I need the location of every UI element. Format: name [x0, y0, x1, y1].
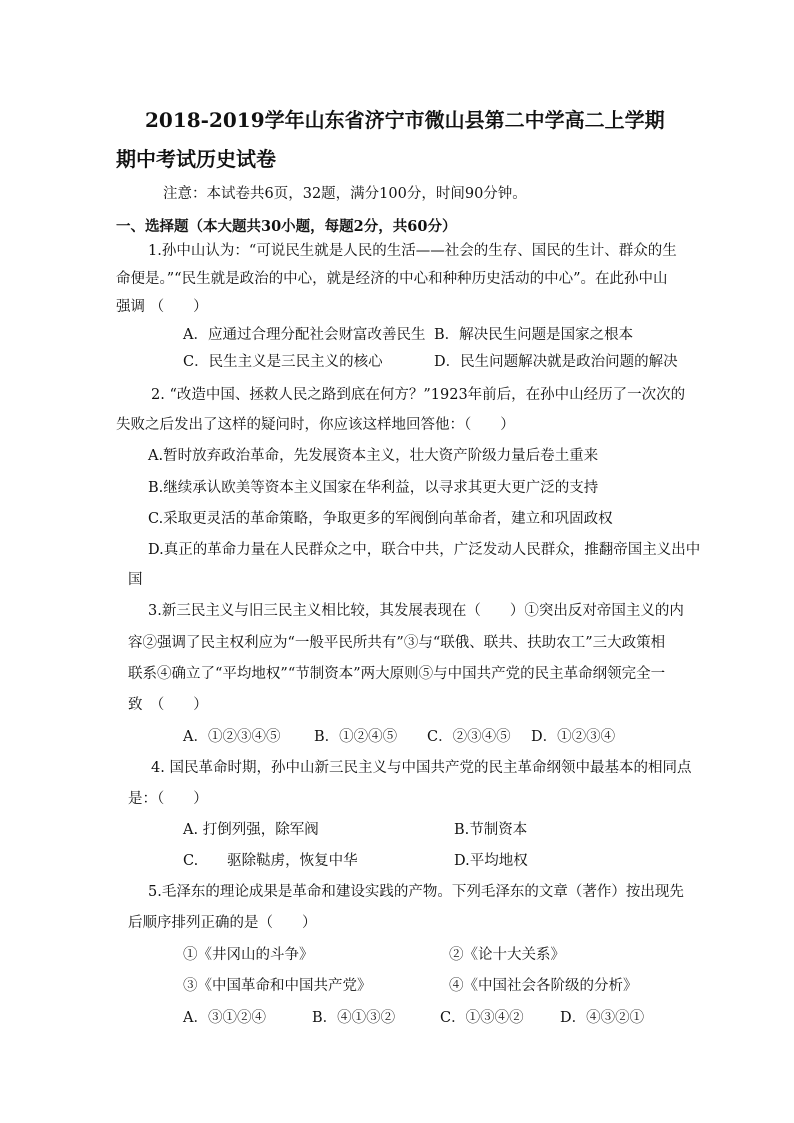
- q2-stem-line1: 2. “改造中国、拯救人民之路到底在何方？”1923年前后，在孙中山经历了一次次的: [151, 387, 686, 403]
- exam-title-line2: 期中考试历史试卷: [116, 147, 276, 171]
- q5-option-a: A．③①②④: [183, 1010, 266, 1026]
- q4-option-c: C. 驱除鞑虏，恢复中华: [183, 853, 358, 869]
- q2-option-b: B.继续承认欧美等资本主义国家在华利益，以寻求其更大更广泛的支持: [148, 480, 599, 496]
- q3-option-d: D．①②③④: [531, 729, 616, 745]
- q1-option-b: B．解决民生问题是国家之根本: [434, 327, 634, 343]
- q3-stem-line3: 联系④确立了“平均地权”“节制资本”两大原则⑤与中国共产党的民主革命纲领完全一: [128, 666, 666, 682]
- q5-option-b: B．④①③②: [312, 1010, 396, 1026]
- q2-option-d-line1: D.真正的革命力量在人民群众之中，联合中共，广泛发动人民群众，推翻帝国主义出中: [148, 542, 701, 558]
- q2-stem-line2: 失败之后发出了这样的疑问时，你应该这样地回答他：（ ）: [116, 417, 515, 433]
- q3-option-a: A．①②③④⑤: [183, 729, 281, 745]
- q5-item-3: ③《中国革命和中国共产党》: [183, 978, 372, 994]
- q4-option-a: A. 打倒列强，除军阀: [183, 822, 319, 838]
- q5-option-d: D．④③②①: [560, 1010, 645, 1026]
- q5-stem-line1: 5.毛泽东的理论成果是革命和建设实践的产物。下列毛泽东的文章（著作）按出现先: [148, 884, 684, 900]
- q5-item-2: ②《论十大关系》: [449, 947, 565, 963]
- q1-stem-line3: 强调 （ ）: [116, 299, 208, 315]
- q4-option-b: B.节制资本: [454, 822, 528, 838]
- q3-option-b: B．①②④⑤: [314, 729, 398, 745]
- q1-stem-line1: 1.孙中山认为：“可说民生就是人民的生活——社会的生存、国民的生计、群众的生: [148, 243, 677, 259]
- q4-stem-line2: 是：（ ）: [128, 791, 208, 807]
- exam-notice: 注意：本试卷共6页，32题，满分100分，时间90分钟。: [163, 186, 527, 202]
- q3-stem-line2: 容②强调了民主权利应为“一般平民所共有”③与“联俄、联共、扶助农工”三大政策相: [128, 635, 666, 651]
- q3-option-c: C．②③④⑤: [427, 729, 511, 745]
- q1-option-d: D．民生问题解决就是政治问题的解决: [434, 354, 678, 370]
- q5-stem-line2: 后顺序排列正确的是（ ）: [128, 915, 317, 931]
- q5-item-4: ④《中国社会各阶级的分析》: [449, 978, 638, 994]
- q3-stem-line4: 致 （ ）: [128, 697, 208, 713]
- q4-option-d: D.平均地权: [454, 853, 528, 869]
- q2-option-a: A.暂时放弃政治革命，先发展资本主义，壮大资产阶级力量后卷土重来: [148, 448, 599, 464]
- q4-stem-line1: 4. 国民革命时期，孙中山新三民主义与中国共产党的民主革命纲领中最基本的相同点: [151, 760, 692, 776]
- section-heading: 一、选择题（本大题共30小题，每题2分，共60分）: [116, 218, 457, 235]
- q1-option-c: C．民生主义是三民主义的核心: [183, 354, 383, 370]
- q2-option-c: C.采取更灵活的革命策略，争取更多的军阀倒向革命者，建立和巩固政权: [148, 511, 613, 527]
- q3-stem-line1: 3.新三民主义与旧三民主义相比较，其发展表现在（ ）①突出反对帝国主义的内: [148, 603, 684, 619]
- q1-stem-line2: 命便是。”“民生就是政治的中心，就是经济的中心和种种历史活动的中心”。在此孙中山: [116, 271, 668, 287]
- q2-option-d-line2: 国: [128, 572, 143, 588]
- q5-item-1: ①《井冈山的斗争》: [183, 947, 314, 963]
- exam-title-line1: 2018-2019学年山东省济宁市微山县第二中学高二上学期: [145, 108, 665, 132]
- q5-option-c: C．①③④②: [440, 1010, 524, 1026]
- q1-option-a: A．应通过合理分配社会财富改善民生: [183, 327, 426, 343]
